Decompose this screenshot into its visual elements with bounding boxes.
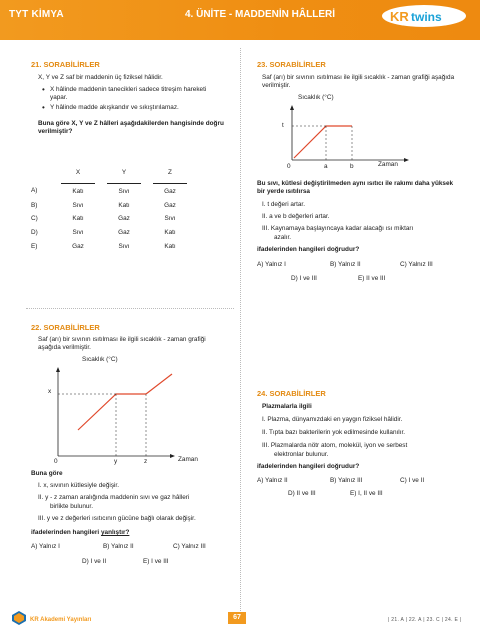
q22-option-c[interactable]: C) Yalnız III bbox=[173, 543, 206, 550]
q23-question: ifadelerinden hangileri doğrudur? bbox=[257, 246, 360, 253]
q21-options-table bbox=[31, 169, 187, 257]
question-divider bbox=[26, 308, 234, 309]
page-number: 67 bbox=[228, 612, 246, 624]
option-label: C) bbox=[31, 215, 38, 223]
q22-option-e[interactable]: E) I ve III bbox=[143, 558, 169, 565]
q22-x-tick-y: y bbox=[114, 458, 118, 465]
q23-graph bbox=[282, 104, 412, 166]
q24-header bbox=[257, 389, 326, 398]
q23-item-3: III. Kaynamaya başlayıncaya kadar alacağı ısı miktarı bbox=[262, 225, 414, 232]
q22-item-2-cont: birlikte bulunur. bbox=[50, 503, 93, 510]
q23-y-tick: t bbox=[282, 122, 284, 129]
q22-item-3: III. y ve z değerleri ısıtıcının gücüne bağlı olarak değişir. bbox=[38, 515, 196, 522]
q21-option-e[interactable] bbox=[31, 243, 187, 257]
q23-option-d[interactable]: D) I ve III bbox=[291, 275, 317, 282]
q21-option-b[interactable] bbox=[31, 202, 187, 216]
q24-option-c[interactable]: C) I ve II bbox=[400, 477, 425, 484]
q21-bullet-1: • X hâlinde maddenin tanecikleri sadece titreşim hareketi yapar. bbox=[50, 86, 220, 102]
q22-x-tick-z: z bbox=[144, 458, 148, 465]
q21-number: 21. bbox=[31, 60, 42, 69]
q21-option-d[interactable] bbox=[31, 229, 187, 243]
q23-option-a[interactable]: A) Yalnız I bbox=[257, 261, 286, 268]
brand-logo-twins: twins bbox=[411, 10, 442, 24]
option-label: A) bbox=[31, 187, 38, 195]
q24-option-a[interactable]: A) Yalnız II bbox=[257, 477, 288, 484]
q23-option-c[interactable]: C) Yalnız III bbox=[400, 261, 433, 268]
q23-y-arrow-icon bbox=[290, 105, 294, 110]
q24-tag: SORABİLİRLER bbox=[269, 389, 326, 398]
option-value: Gaz bbox=[164, 201, 176, 209]
option-value: Katı bbox=[164, 242, 176, 250]
unit-title: 4. ÜNİTE - MADDENİN HÂLLERİ bbox=[185, 9, 335, 20]
q22-graph bbox=[48, 366, 178, 464]
q23-x-axis-label: Zaman bbox=[378, 161, 398, 168]
q23-number: 23. bbox=[257, 60, 268, 69]
option-value: Katı bbox=[72, 215, 84, 223]
option-label: B) bbox=[31, 201, 38, 209]
q22-option-a[interactable]: A) Yalnız I bbox=[31, 543, 60, 550]
q22-y-arrow-icon bbox=[56, 367, 60, 372]
option-value: Gaz bbox=[72, 242, 84, 250]
q23-curve bbox=[294, 126, 352, 158]
q22-tag: SORABİLİRLER bbox=[43, 323, 100, 332]
q22-item-1: I. x, sıvının kütlesiyle değişir. bbox=[38, 482, 119, 489]
column-divider bbox=[240, 48, 241, 613]
q23-stem: Saf (arı) bir sıvının ısıtılması ile ilgili sıcaklık - zaman grafiği aşağıda verilmiştir. bbox=[262, 74, 455, 90]
q24-number: 24. bbox=[257, 389, 268, 398]
q21-col-y: Y bbox=[107, 169, 141, 183]
q21-stem: X, Y ve Z saf bir maddenin üç fiziksel hâlidir. bbox=[38, 74, 163, 81]
brand-logo-kr: KR bbox=[390, 9, 409, 24]
q24-item-3: III. Plazmalarda nötr atom, molekül, iyon ve serbest bbox=[262, 442, 408, 449]
subject-title: TYT KİMYA bbox=[9, 9, 64, 20]
q23-tag: SORABİLİRLER bbox=[269, 60, 326, 69]
q23-item-1: I. t değeri artar. bbox=[262, 201, 305, 208]
q23-option-e[interactable]: E) II ve III bbox=[358, 275, 386, 282]
q21-option-a[interactable] bbox=[31, 183, 187, 201]
q23-question-lead: Bu sıvı, kütlesi değiştirilmeden aynı ısıtıcı ile rakımı daha yüksek bir yerde ısıtılırsa bbox=[257, 180, 454, 196]
option-value: Katı bbox=[164, 229, 176, 237]
q22-y-axis-label: Sıcaklık (°C) bbox=[82, 356, 118, 363]
q23-item-2: II. a ve b değerleri artar. bbox=[262, 213, 330, 220]
q22-question-emphasis: yanlıştır? bbox=[100, 529, 130, 536]
q22-number: 22. bbox=[31, 323, 42, 332]
option-value: Sıvı bbox=[164, 215, 176, 223]
option-value: Katı bbox=[118, 201, 130, 209]
q21-bullet-2: • Y hâlinde madde akışkandır ve sıkıştırılamaz. bbox=[50, 104, 220, 112]
q24-title: Plazmalarla ilgili bbox=[262, 403, 312, 410]
q21-tag: SORABİLİRLER bbox=[43, 60, 100, 69]
q22-curve-end bbox=[146, 374, 172, 394]
q24-option-b[interactable]: B) Yalnız III bbox=[330, 477, 363, 484]
q22-origin: 0 bbox=[54, 458, 58, 465]
q23-option-b[interactable]: B) Yalnız II bbox=[330, 261, 361, 268]
q24-item-3-cont: elektronlar bulunur. bbox=[274, 451, 329, 458]
option-value: Sıvı bbox=[72, 229, 84, 237]
option-value: Gaz bbox=[118, 229, 130, 237]
q23-header bbox=[257, 60, 326, 69]
option-value: Sıvı bbox=[118, 187, 130, 195]
q21-option-c[interactable] bbox=[31, 215, 187, 229]
q22-stem: Saf (arı) bir sıvının ısıtılması ile ilgili sıcaklık - zaman grafiği aşağıda verilmiştir. bbox=[38, 336, 206, 352]
option-value: Sıvı bbox=[72, 201, 84, 209]
q22-item-2: II. y - z zaman aralığında maddenin sıvı ve gaz hâlleri bbox=[38, 494, 190, 501]
answer-key: | 21. A | 22. A | 23. C | 24. E | bbox=[388, 617, 462, 623]
q21-col-z: Z bbox=[153, 169, 187, 183]
option-value: Gaz bbox=[118, 215, 130, 223]
q23-item-3-cont: azalır. bbox=[274, 234, 292, 241]
option-label: E) bbox=[31, 242, 38, 250]
q21-header bbox=[31, 60, 100, 69]
q24-question: ifadelerinden hangileri doğrudur? bbox=[257, 463, 360, 470]
q22-option-d[interactable]: D) I ve II bbox=[82, 558, 107, 565]
q22-x-arrow-icon bbox=[170, 454, 175, 458]
q24-item-2: II. Tıpta bazı bakterilerin yok edilmesinde kullanılır. bbox=[262, 429, 406, 436]
q22-curve-main bbox=[78, 394, 146, 430]
q21-question: Buna göre X, Y ve Z hâlleri aşağıdakilerden hangisinde doğru verilmiştir? bbox=[38, 120, 224, 136]
q22-question: ifadelerinden hangileri yanlıştır? bbox=[31, 529, 130, 536]
page-header bbox=[0, 0, 480, 40]
q23-y-axis-label: Sıcaklık (°C) bbox=[298, 94, 334, 101]
q21-col-x: X bbox=[61, 169, 95, 183]
option-value: Gaz bbox=[164, 187, 176, 195]
publisher-logo-icon bbox=[12, 611, 26, 625]
q23-origin: 0 bbox=[287, 163, 291, 170]
q23-x-tick-b: b bbox=[350, 163, 354, 170]
q22-lead: Buna göre bbox=[31, 470, 63, 477]
q22-option-b[interactable]: B) Yalnız II bbox=[103, 543, 134, 550]
option-value: Katı bbox=[72, 187, 84, 195]
option-value: Sıvı bbox=[118, 242, 130, 250]
q24-option-d[interactable]: D) II ve III bbox=[288, 490, 316, 497]
publisher-name: KR Akademi Yayınları bbox=[30, 617, 92, 623]
q22-header bbox=[31, 323, 100, 332]
brand-logo bbox=[380, 2, 468, 28]
q24-option-e[interactable]: E) I, II ve III bbox=[350, 490, 383, 497]
q22-x-axis-label: Zaman bbox=[178, 456, 198, 463]
q23-x-tick-a: a bbox=[324, 163, 328, 170]
option-label: D) bbox=[31, 229, 38, 237]
q24-item-1: I. Plazma, dünyamızdaki en yaygın fiziksel hâlidir. bbox=[262, 416, 403, 423]
q22-y-tick: x bbox=[48, 388, 52, 395]
q23-x-arrow-icon bbox=[404, 158, 409, 162]
